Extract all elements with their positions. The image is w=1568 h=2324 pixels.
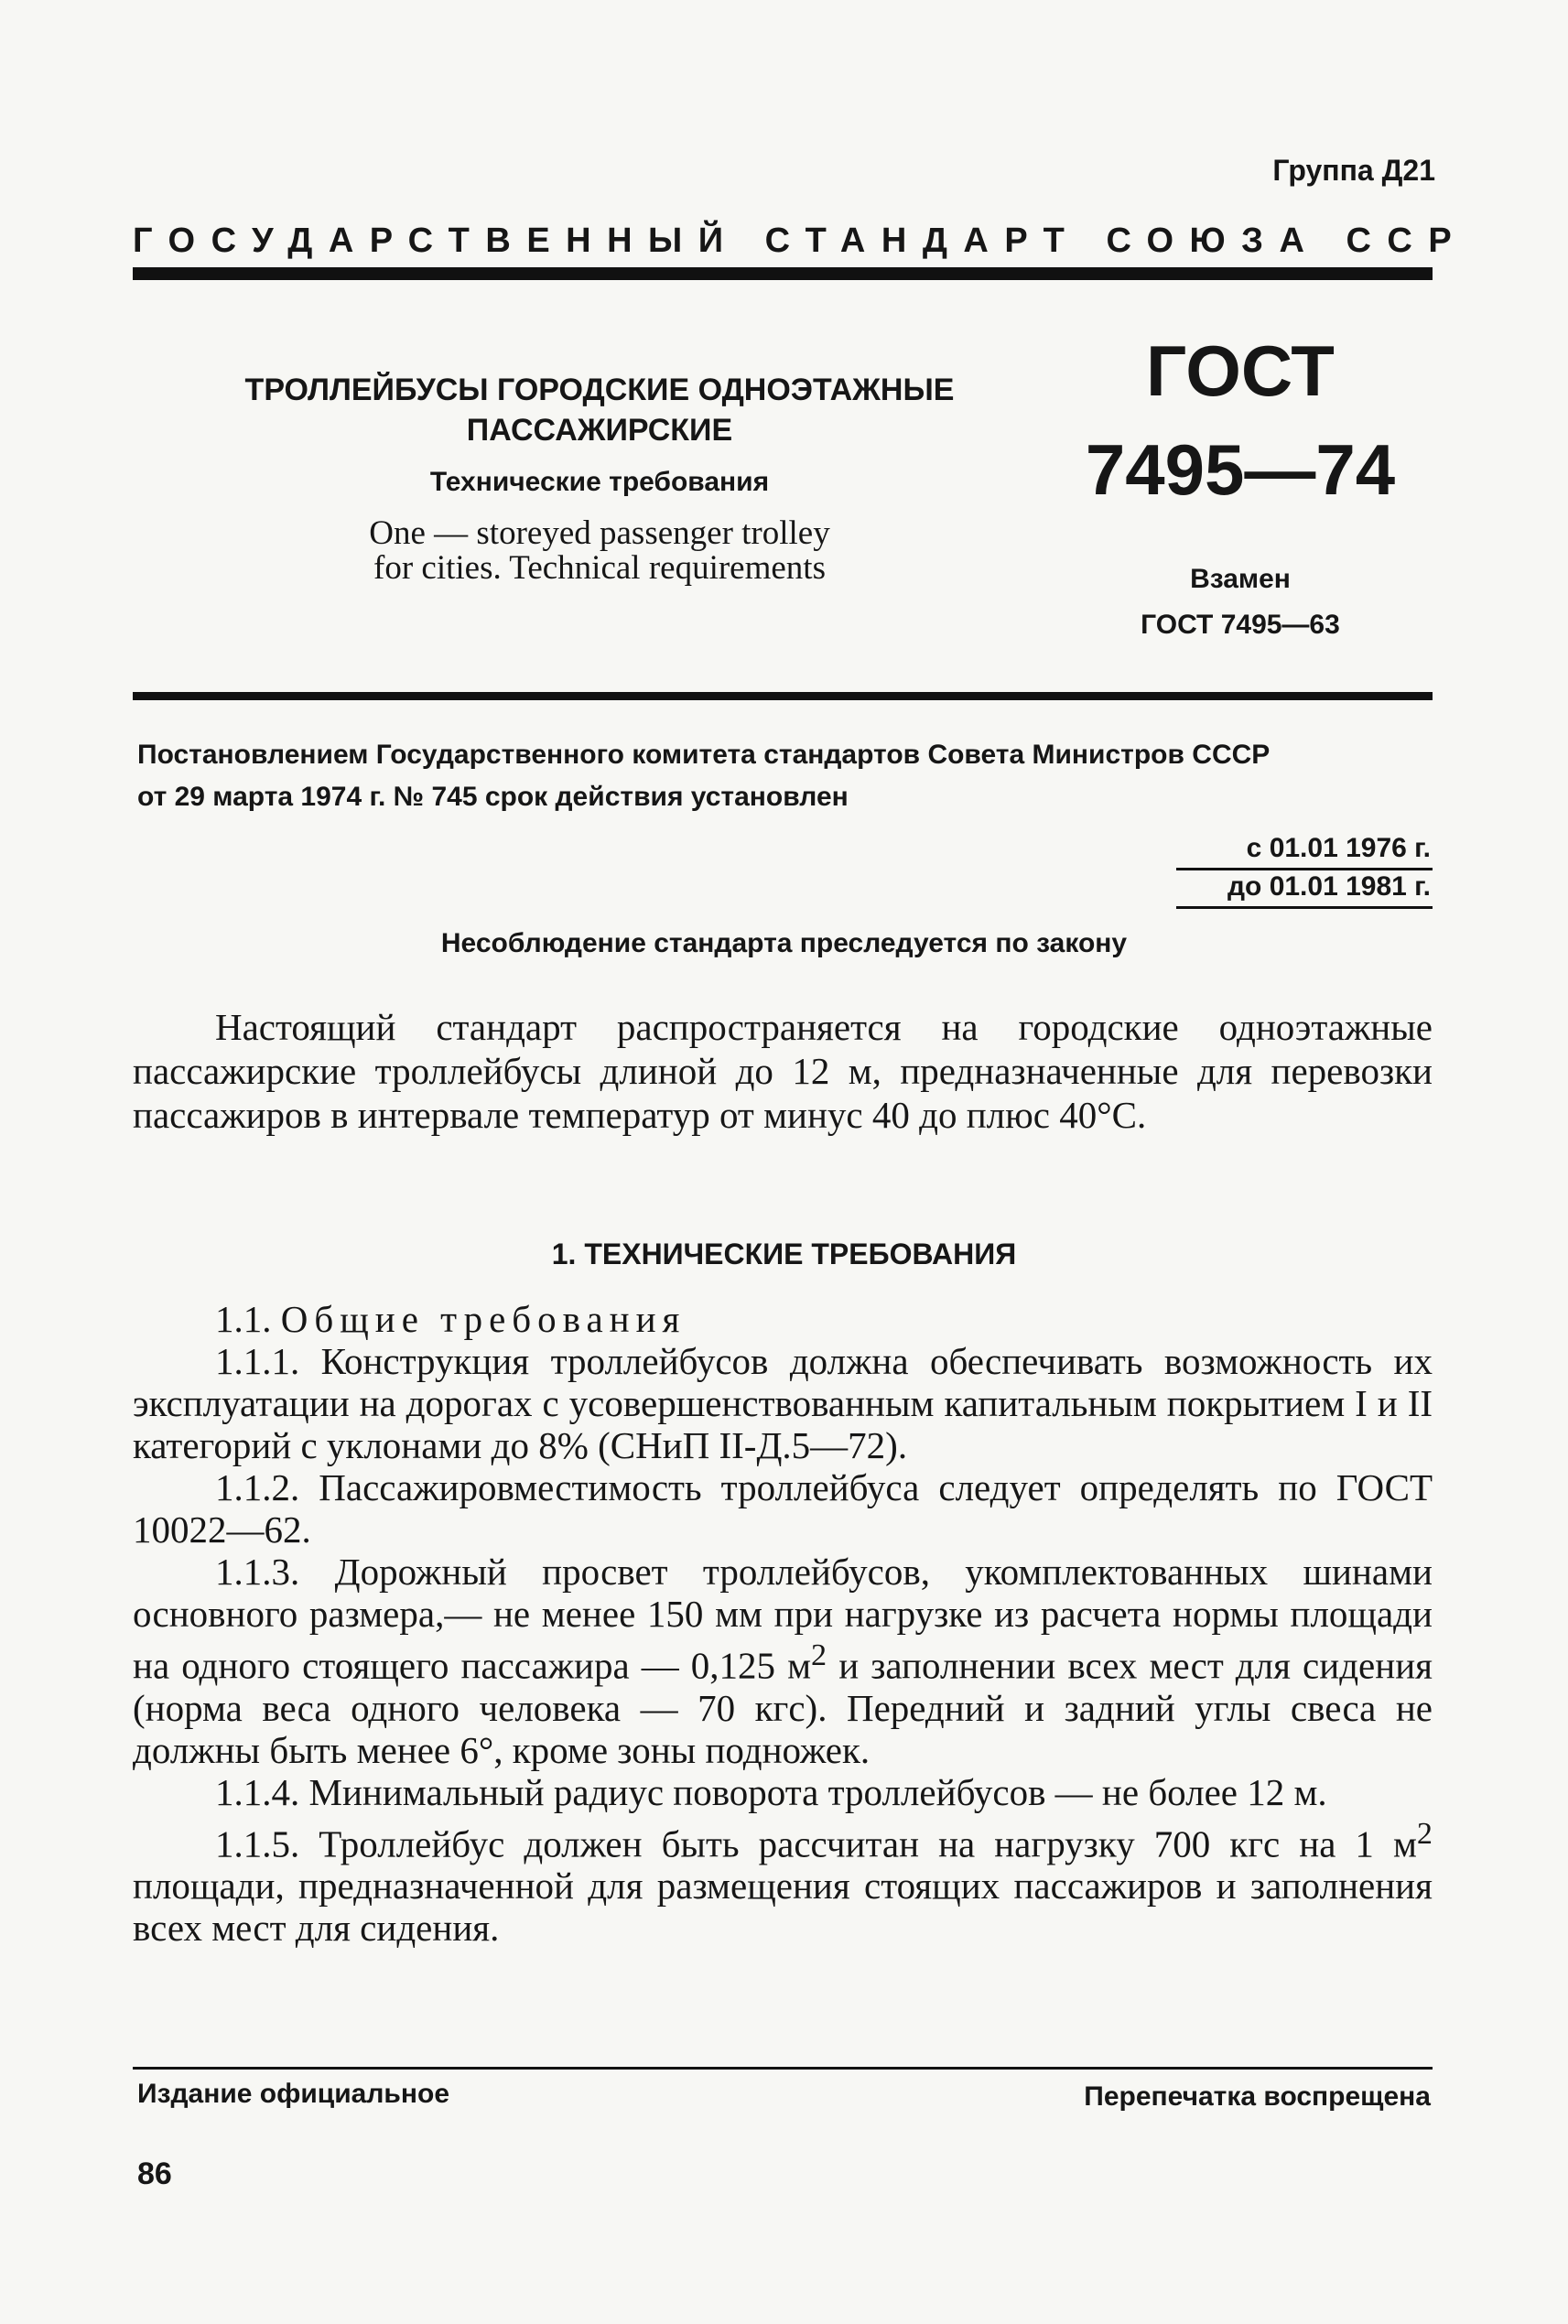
group-code: Группа Д21: [1272, 154, 1435, 187]
clause-1-1-2: 1.1.2. Пассажировместимость троллейбуса следует определять по ГОСТ 10022—62.: [133, 1466, 1433, 1551]
gost-number: 7495—74: [1085, 429, 1396, 510]
clause-1-1-3-part2: и заполнении всех мест для сидения (норма веса одного человека — 70 кгс). Передний и задний углы свеса не должны быть менее 6°, кроме зоны подножек.: [133, 1644, 1433, 1771]
clause-1-1-4: 1.1.4. Минимальный радиус поворота троллейбусов — не более 12 м.: [215, 1770, 1327, 1813]
document-title: ТРОЛЛЕЙБУСЫ ГОРОДСКИЕ ОДНОЭТАЖНЫЕ: [244, 373, 955, 407]
english-title-line2: for cities. Technical requirements: [373, 549, 826, 587]
subsection-number: 1.1.: [215, 1298, 272, 1340]
english-title: [211, 516, 989, 586]
decree-line2: от 29 марта 1974 г. № 745 срок действия установлен: [137, 782, 849, 812]
clause-1-1-3-part1: 1.1.3. Дорожный просвет троллейбусов, укомплектованных шинами основного размера,— не менее 150 мм при нагрузке из расчета нормы площади на одного стоящего пассажира — 0,125 м: [133, 1551, 1433, 1687]
document-subtitle: Технические требования: [429, 467, 770, 497]
document-title-continued: ПАССАЖИРСКИЕ: [466, 413, 733, 448]
section-rule: [133, 692, 1433, 700]
legal-warning: Несоблюдение стандарта преследуется по закону: [440, 928, 1128, 958]
title-block: [211, 370, 989, 586]
section-body: [133, 1298, 1433, 1949]
gost-label: ГОСТ: [1146, 330, 1335, 411]
decree-line1: Постановлением Государственного комитета стандартов Совета Министров СССР: [137, 740, 1271, 770]
english-title-line1: One — storeyed passenger trolley: [369, 514, 830, 552]
clause-1-1-5-part1: 1.1.5. Троллейбус должен быть рассчитан на нагрузку 700 кгс на 1 м: [215, 1822, 1417, 1865]
standard-header: ГОСУДАРСТВЕННЫЙ СТАНДАРТ СОЮЗА ССР: [133, 222, 1468, 260]
subsection-title: Общие требования: [280, 1298, 687, 1340]
clause-1-1-3: [133, 1551, 1433, 1771]
superscript: 2: [811, 1638, 827, 1672]
header-rule: [133, 267, 1433, 280]
date-underline: [1176, 906, 1433, 909]
clause-1-1-5-part2: площади, предназначенной для размещения стоящих пассажиров и заполнения всех мест для сидения.: [133, 1865, 1433, 1950]
section-title: 1. ТЕХНИЧЕСКИЕ ТРЕБОВАНИЯ: [551, 1238, 1017, 1270]
intro-paragraph: Настоящий стандарт распространяется на городские одноэтажные пассажирские троллейбусы длиной до 12 м, предназначенные для перевозки пассажиров в интервале температур от минус 40 до плюс 40°С.: [133, 1006, 1433, 1136]
effective-date-to: до 01.01 1981 г.: [1227, 871, 1431, 902]
replace-label: Взамен: [1190, 564, 1291, 594]
reprint-note: Перепечатка воспрещена: [1084, 2081, 1431, 2112]
subsection-heading: [133, 1298, 1433, 1340]
decree-text: [137, 734, 1433, 818]
date-underline: [1176, 868, 1433, 870]
footer-rule: [133, 2067, 1433, 2070]
replaced-standard: ГОСТ 7495—63: [1141, 610, 1340, 640]
effective-date-from: с 01.01 1976 г.: [1246, 833, 1431, 863]
gost-block: [1071, 330, 1410, 641]
edition-note: Издание официальное: [137, 2079, 450, 2109]
page-number: 86: [137, 2156, 172, 2191]
clause-1-1-1: 1.1.1. Конструкция троллейбусов должна обеспечивать возможность их эксплуатации на дорогах с усовершенствованным капитальным покрытием I и II категорий с уклонами до 8% (СНиП II-Д.5—72).: [133, 1340, 1433, 1466]
superscript: 2: [1416, 1816, 1433, 1851]
clause-1-1-5: [133, 1813, 1433, 1950]
